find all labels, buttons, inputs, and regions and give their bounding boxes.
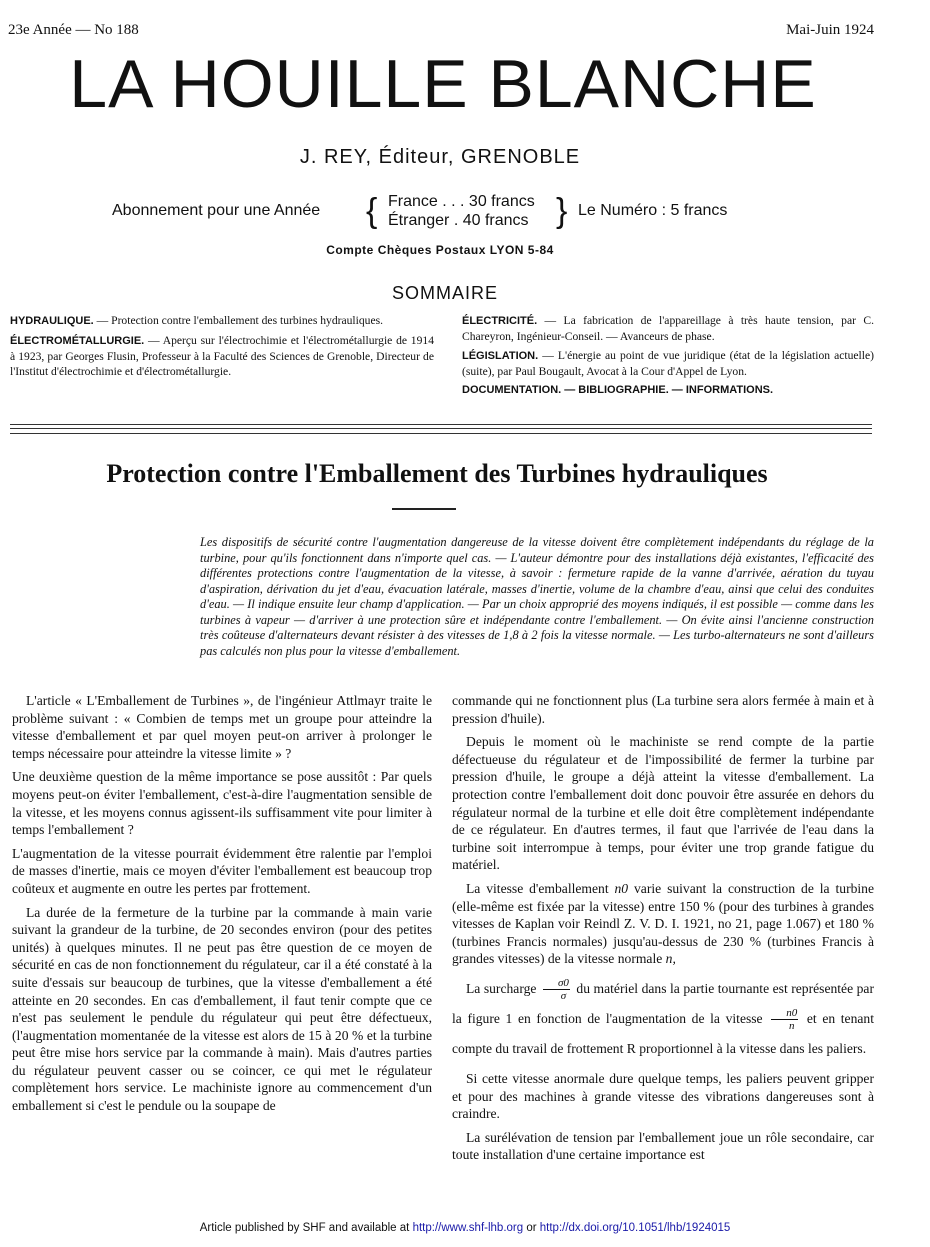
masthead-title: LA HOUILLE BLANCHE: [69, 46, 817, 122]
rate-etranger: Étranger . 40 francs: [388, 212, 529, 229]
subscription-rates: [388, 192, 535, 230]
paragraph: commande qui ne fonctionnent plus (La turbine sera alors fermée à main et à pression d'huile).: [452, 693, 874, 726]
publication-footer: Article published by SHF and available at http://www.shf-lhb.org or http://dx.doi.org/10.1051/lhb/1924015: [199, 1222, 731, 1234]
variable-n: n,: [665, 951, 676, 967]
divider-rule: [10, 433, 872, 434]
body-column-right: [452, 692, 874, 1170]
sommaire-documentation: DOCUMENTATION. — BIBLIOGRAPHIE. — INFORMATIONS.: [462, 384, 774, 396]
compte-cheques: Compte Chèques Postaux LYON 5-84: [326, 243, 554, 257]
paragraph: La durée de la fermeture de la turbine par la commande à main varie suivant la grandeur de la turbine, de 20 secondes environ (pour des petites unités) à quelques minutes. Il ne peut pas être question de ce moyen de sécurité en cas de non fonctionnement du régulateur, car il a été constaté à la suite d'essais sur beaucoup de turbines, que la vitesse d'emballement a été atteinte en 20 secondes. En cas d'emballement, il faut tenir compte que ce n'est pas seulement le pendule du régulateur qui peut être défectueux, (l'augmentation momentanée de la vitesse est alors de 15 à 20 % et la turbine peut être mise hors service par la commande à main). Mais d'autres parties du régulateur peuvent casser ou se coincer, ce qui met le régulateur complètement hors service. Le machiniste ignore au commencement d'un emballement si c'est le pendule ou la soupape de: [12, 904, 432, 1114]
article-abstract: Les dispositifs de sécurité contre l'augmentation dangereuse de la vitesse doivent être complètement indépendants du réglage de la turbine, pour qu'ils fonctionnent dans n'importe quel cas. — L'auteur démontre pour des installations déjà existantes, l'efficacité des différentes protections contre l'augmentation de la vitesse, à savoir : fermeture rapide de la vanne d'arrivée, aération du tuyau d'aspiration, dérivation du jet d'eau, évacuation latérale, masses d'inertie, volume de la chambre d'eau, ainsi que celui des conduites d'eau. — Il indique ensuite leur champ d'application. — Par un choix approprié des moyens indiqués, il est possible — comme dans les turbines à vapeur — d'arriver à une protection sûre et indépendante contre l'emballement. — On évite ainsi l'ancienne construction très coûteuse d'alternateurs devant résister à des vitesses de 1,8 à 2 fois la vitesse normale. — Les turbo-alternateurs ne sont d'ailleurs pas calculés non plus pour la vitesse d'emballement.: [200, 535, 874, 658]
paragraph: L'augmentation de la vitesse pourrait évidemment être ralentie par l'emploi de masses d'inertie, mais ce moyen d'éviter l'emballement est beaucoup trop coûteux et augmente en outre les pertes par frottement.: [12, 845, 432, 896]
sommaire-title: SOMMAIRE: [391, 283, 498, 303]
fraction-sigma: $\frac{\sigma 0}{\sigma}$: [543, 977, 570, 1002]
rate-france: France . . . 30 francs: [388, 193, 535, 210]
divider-rule: [10, 424, 872, 425]
paragraph: L'article « L'Emballement de Turbines », de l'ingénieur Attlmayr traite le problème suivant : « Combien de temps met un groupe pour atteindre la vitesse d'emballement et par quel moyen peut-on arriver à prolonger le temps nécessaire pour atteindre la vitesse limite » ?: [12, 693, 432, 761]
divider-rule: [10, 428, 872, 429]
doi-link[interactable]: http://dx.doi.org/10.1051/lhb/1924015: [539, 1222, 731, 1234]
paragraph: Si cette vitesse anormale dure quelque temps, les paliers peuvent gripper et pour des machines à grande vitesse des vibrations dangereuses sont à craindre.: [452, 1070, 874, 1122]
subscription-block: [112, 192, 832, 234]
sommaire-electrometallurgie: ÉLECTROMÉTALLURGIE. — Aperçu sur l'électrochimie et l'électrométallurgie de 1914 à 1923, par Georges Flusin, Professeur à la Faculté des Sciences de Grenoble, Directeur de l'Institut d'électrochimie et d'électrométallurgie.: [10, 334, 434, 378]
left-brace: {: [366, 192, 378, 230]
sommaire-electricite: ÉLECTRICITÉ. — La fabrication de l'appareillage à très haute tension, par C. Chareyron, Ingénieur-Conseil. — Avanceurs de phase.: [462, 314, 874, 343]
paragraph: La vitesse d'emballement n0 varie suivant la construction de la turbine (elle-même est fixée par la vitesse) entre 150 % (pour des turbines à grandes vitesses de Kaplan voir Reindl Z. V. D. I. 1921, no 21, page 1.067) et 180 % (turbines Francis normales) jusqu'au-dessus de 230 % (turbines Francis à grandes vitesses) de la vitesse normale n,: [452, 880, 874, 967]
numero-price: Le Numéro : 5 francs: [578, 202, 728, 219]
title-underline: [392, 508, 456, 510]
variable-n0: n0: [614, 880, 629, 896]
sommaire-legislation: LÉGISLATION. — L'énergie au point de vue juridique (état de la législation actuelle) (suite), par Paul Bougault, Avocat à la Cour d'Appel de Lyon.: [462, 349, 874, 378]
body-column-left: [12, 692, 432, 1121]
sommaire-hydraulique: HYDRAULIQUE. — Protection contre l'emballement des turbines hydrauliques.: [10, 314, 384, 327]
paragraph: Une deuxième question de la même importance se pose aussitôt : Par quels moyens peut-on éviter l'emballement, c'est-à-dire l'augmentation sensible de la vitesse, et les moyens connus agissent-ils suffisamment vite pour limiter à temps l'emballement ?: [12, 769, 432, 838]
paragraph: Depuis le moment où le machiniste se rend compte de la partie défectueuse du régulateur et de l'impossibilité de fermer la turbine par pression d'huile, le groupe a déjà atteint la vitesse d'emballement. La protection contre l'emballement doit donc pouvoir être assurée en dehors du régulateur normal de la turbine et elle doit être complètement indépendante de ce régulateur. En d'autres termes, il faut que l'arrivée de l'eau dans la turbine soit interrompue à temps, pour éviter une trop grande fatigue du matériel.: [452, 734, 874, 873]
sommaire-right: [462, 313, 874, 402]
publisher-line: J. REY, Éditeur, GRENOBLE: [299, 146, 581, 168]
issue-date: Mai-Juin 1924: [786, 22, 874, 38]
paragraph-surcharge: La surcharge $\frac{\sigma 0}{\sigma}$ du matériel dans la partie tournante est représentée par la figure 1 en fonction de l'augmentation de la vitesse $\frac{n0}{n}$ et en tenant compte du travail de frottement R proportionnel à la vitesse dans les paliers.: [452, 977, 874, 1056]
issue-number: 23e Année — No 188: [8, 22, 139, 38]
paragraph: La surélévation de tension par l'emballement joue un rôle secondaire, car toute installation d'une certaine importance est: [452, 1129, 874, 1163]
subscription-label: Abonnement pour une Année: [112, 202, 321, 219]
article-title: Protection contre l'Emballement des Turbines hydrauliques: [106, 459, 768, 488]
right-brace: }: [556, 192, 568, 230]
sommaire-left: [10, 313, 434, 383]
fraction-speed: $\frac{n0}{n}$: [771, 1007, 798, 1032]
shf-link[interactable]: http://www.shf-lhb.org: [412, 1222, 524, 1234]
